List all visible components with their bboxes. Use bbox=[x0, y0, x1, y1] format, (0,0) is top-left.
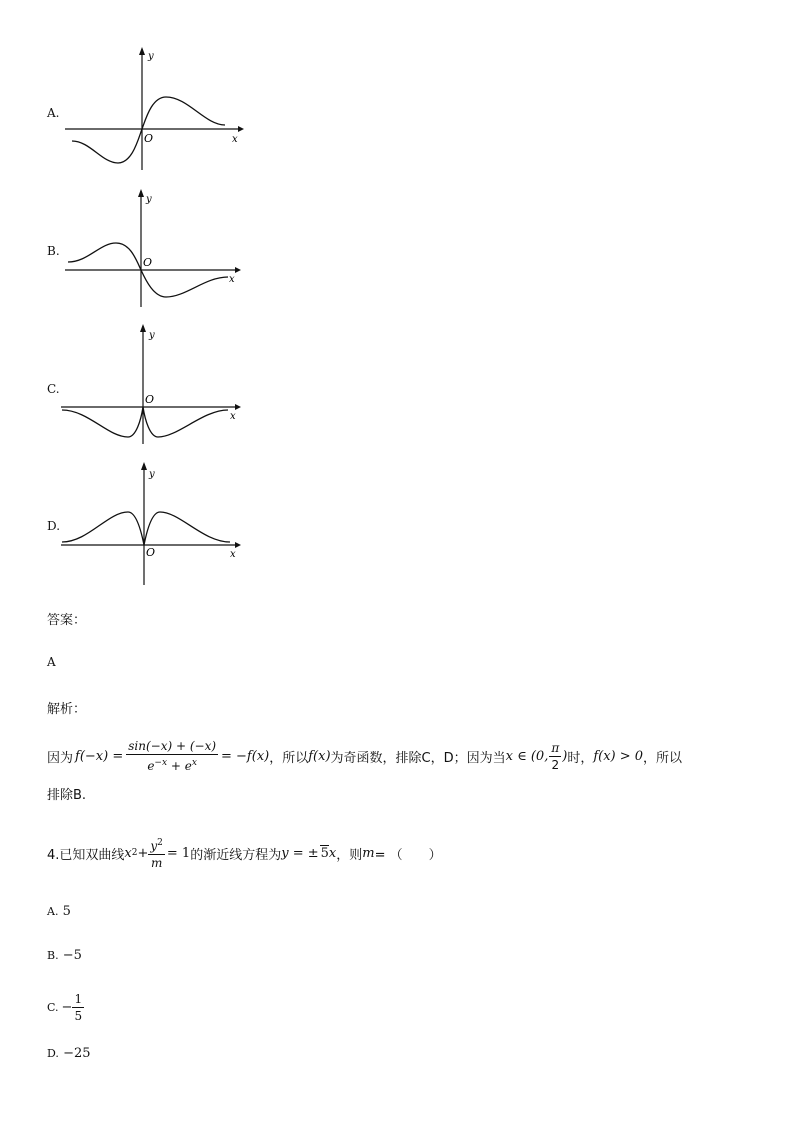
q4-stem-post: ，则 bbox=[336, 847, 363, 863]
den-base-b: e bbox=[184, 759, 192, 773]
x-axis-arrow bbox=[235, 542, 241, 548]
y-axis-label: y bbox=[149, 330, 155, 341]
q4-option-b-value: −5 bbox=[62, 948, 82, 963]
question4-stem bbox=[47, 833, 442, 873]
q4-frac-num-base: y bbox=[150, 839, 158, 853]
q4-stem-mid: 的渐近线方程为 bbox=[190, 847, 282, 863]
y-axis-label: y bbox=[149, 469, 155, 480]
analysis-text-1: 因为 bbox=[47, 750, 74, 766]
fraction-denominator bbox=[126, 755, 218, 774]
option-d-graph bbox=[58, 460, 243, 592]
analysis-condition: x ∈ (0, bbox=[505, 748, 549, 764]
q4-eq-rhs: = 1 bbox=[166, 845, 191, 861]
q4-option-d-value: −25 bbox=[63, 1046, 91, 1061]
q4-option-c[interactable] bbox=[47, 987, 84, 1027]
q4-frac-num bbox=[148, 835, 165, 855]
analysis-lhs: f(−x) = bbox=[75, 748, 124, 764]
q4-option-a-value: 5 bbox=[62, 904, 71, 919]
y-axis-label: y bbox=[146, 194, 152, 205]
analysis-text-3: 为奇函数，排除C，D；因为当 bbox=[330, 750, 506, 766]
analysis-line-1 bbox=[47, 736, 682, 776]
q4-option-b-label: B. bbox=[47, 949, 59, 962]
option-a-label: A. bbox=[47, 106, 60, 120]
option-d-label: D. bbox=[47, 519, 61, 533]
q4-eq-x: x bbox=[124, 845, 132, 861]
den-exp-a: −x bbox=[154, 758, 168, 768]
analysis-text-2: ，所以 bbox=[269, 750, 309, 766]
pi-numerator: π bbox=[551, 740, 560, 755]
analysis-text-5: ，所以 bbox=[643, 750, 683, 766]
fraction-numerator: sin(−x) + (−x) bbox=[128, 739, 217, 753]
q4-option-c-label: C. bbox=[47, 1000, 59, 1014]
q4-option-c-fraction bbox=[72, 991, 84, 1024]
q4-option-c-den: 5 bbox=[74, 1008, 83, 1023]
x-axis-arrow bbox=[235, 267, 241, 273]
q4-asymptote: y = ± bbox=[281, 845, 319, 861]
x-axis-label: x bbox=[232, 134, 238, 145]
analysis-fx: f(x) bbox=[308, 748, 331, 764]
q4-option-a[interactable] bbox=[47, 904, 71, 919]
q4-eq-plus: + bbox=[137, 845, 149, 861]
q4-option-d[interactable] bbox=[47, 1046, 91, 1061]
analysis-text-4: 时， bbox=[567, 750, 594, 766]
q4-sqrt: 5 bbox=[320, 846, 329, 861]
y-axis-label: y bbox=[148, 51, 154, 62]
option-a-graph bbox=[60, 45, 245, 179]
x-axis-label: x bbox=[229, 274, 235, 285]
analysis-fraction bbox=[126, 738, 218, 774]
y-axis-arrow bbox=[141, 462, 147, 470]
q4-fraction bbox=[148, 835, 165, 871]
q4-option-d-label: D. bbox=[47, 1047, 59, 1060]
origin-label: O bbox=[143, 256, 153, 269]
den-exp-b: x bbox=[191, 758, 197, 768]
pi-fraction bbox=[549, 740, 561, 773]
analysis-inequality: f(x) > 0 bbox=[593, 748, 644, 764]
y-axis-arrow bbox=[140, 324, 146, 332]
q4-option-c-num: 1 bbox=[74, 991, 83, 1006]
y-axis-arrow bbox=[138, 189, 144, 197]
q4-option-b[interactable] bbox=[47, 948, 82, 963]
answer-value: A bbox=[47, 655, 56, 669]
option-b-graph bbox=[60, 187, 245, 316]
origin-label: O bbox=[146, 546, 156, 559]
q4-stem-pre: 4.已知双曲线 bbox=[47, 847, 125, 863]
q4-option-c-sign: − bbox=[61, 999, 73, 1015]
x-axis-label: x bbox=[230, 549, 236, 560]
q4-stem-end: = （ ） bbox=[374, 847, 442, 863]
x-axis-label: x bbox=[230, 411, 236, 422]
q4-frac-den: m bbox=[150, 856, 163, 870]
analysis-rhs: = −f(x) bbox=[221, 748, 270, 764]
origin-label: O bbox=[144, 132, 154, 145]
curve-c bbox=[62, 407, 228, 437]
pi-denominator: 2 bbox=[551, 757, 560, 772]
answer-heading: 答案： bbox=[47, 613, 87, 628]
x-axis-arrow bbox=[238, 126, 244, 132]
q4-asymptote-x: x bbox=[328, 845, 337, 861]
option-c-label: C. bbox=[47, 382, 60, 396]
analysis-line-2: 排除B. bbox=[47, 788, 87, 803]
curve-d bbox=[62, 512, 230, 545]
analysis-heading: 解析： bbox=[47, 702, 87, 717]
option-b-label: B. bbox=[47, 244, 60, 258]
q4-m-var: m bbox=[362, 845, 375, 861]
den-base-a: e bbox=[147, 759, 155, 773]
x-axis-arrow bbox=[235, 404, 241, 410]
y-axis-arrow bbox=[139, 47, 145, 55]
option-c-graph bbox=[58, 322, 243, 451]
analysis-condition-close: ) bbox=[562, 748, 568, 764]
q4-option-a-label: A. bbox=[47, 905, 59, 918]
origin-label: O bbox=[145, 393, 155, 406]
den-plus: + bbox=[167, 759, 185, 773]
curve-a bbox=[72, 97, 225, 163]
q4-eq-x-exp: 2 bbox=[131, 848, 138, 858]
q4-frac-num-exp: 2 bbox=[157, 838, 163, 848]
